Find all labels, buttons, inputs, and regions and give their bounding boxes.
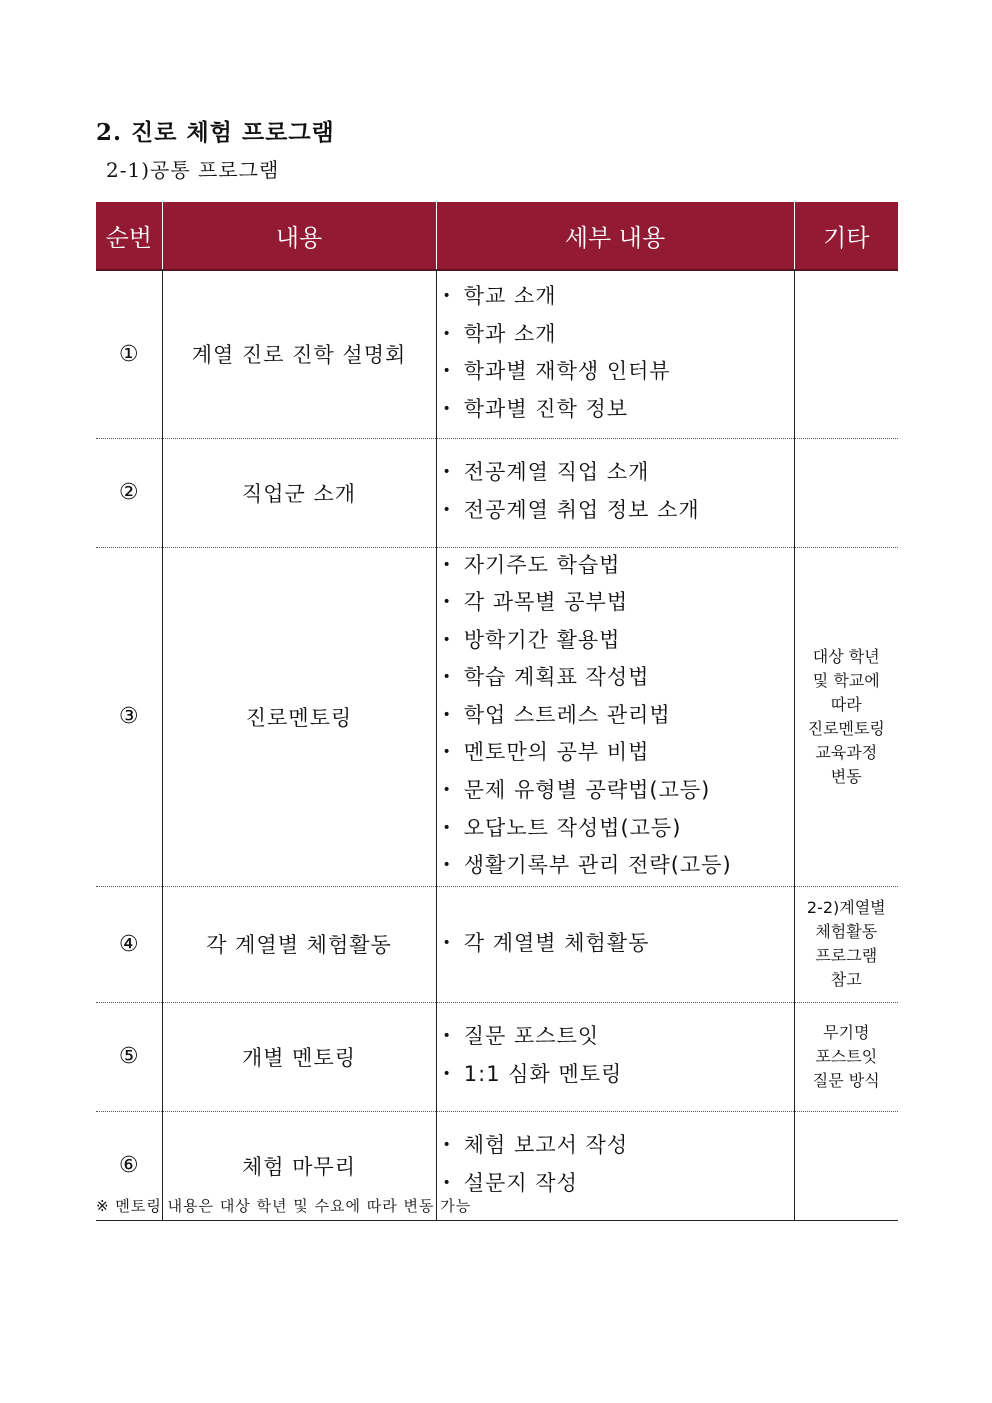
row-etc bbox=[794, 438, 898, 547]
detail-item: • 생활기록부 관리 전략(고등) bbox=[443, 848, 794, 886]
etc-line: 참고 bbox=[830, 970, 862, 990]
etc-line: 질문 방식 bbox=[812, 1070, 880, 1090]
detail-list bbox=[437, 1128, 794, 1203]
row-number: ① bbox=[96, 270, 162, 438]
row-number: ③ bbox=[96, 547, 162, 886]
table-row bbox=[96, 438, 898, 547]
row-content: 각 계열별 체험활동 bbox=[162, 886, 436, 1002]
row-etc bbox=[794, 886, 898, 1002]
row-etc bbox=[794, 547, 898, 886]
etc-line: 따라 bbox=[830, 694, 862, 714]
detail-list bbox=[437, 926, 794, 964]
row-content: 직업군 소개 bbox=[162, 438, 436, 547]
row-content: 개별 멘토링 bbox=[162, 1002, 436, 1111]
row-etc bbox=[794, 1002, 898, 1111]
detail-item: • 학업 스트레스 관리법 bbox=[443, 698, 794, 736]
etc-line: 진로멘토링 bbox=[807, 718, 885, 738]
row-number: ⑥ bbox=[96, 1111, 162, 1220]
etc-line: 및 학교에 bbox=[812, 670, 880, 690]
detail-item: • 멘토만의 공부 비법 bbox=[443, 735, 794, 773]
table-row bbox=[96, 547, 898, 886]
detail-item: • 학과별 진학 정보 bbox=[443, 392, 794, 430]
program-table bbox=[96, 202, 898, 1221]
etc-line: 변동 bbox=[830, 766, 862, 786]
detail-list bbox=[437, 548, 794, 886]
row-number: ④ bbox=[96, 886, 162, 1002]
row-details bbox=[436, 547, 794, 886]
header-content: 내용 bbox=[162, 202, 436, 270]
detail-item: • 질문 포스트잇 bbox=[443, 1019, 794, 1057]
detail-item: • 오답노트 작성법(고등) bbox=[443, 811, 794, 849]
detail-item: • 학과 소개 bbox=[443, 317, 794, 355]
detail-item: • 학교 소개 bbox=[443, 279, 794, 317]
table-row bbox=[96, 886, 898, 1002]
detail-list bbox=[437, 1019, 794, 1094]
etc-line: 포스트잇 bbox=[815, 1046, 878, 1066]
page-subtitle: 2-1)공통 프로그램 bbox=[106, 158, 280, 182]
detail-item: • 전공계열 직업 소개 bbox=[443, 455, 794, 493]
detail-item: • 설문지 작성 bbox=[443, 1166, 794, 1204]
row-content: 체험 마무리 bbox=[162, 1111, 436, 1220]
detail-list bbox=[437, 279, 794, 429]
detail-item: • 전공계열 취업 정보 소개 bbox=[443, 493, 794, 531]
etc-line: 무기명 bbox=[823, 1022, 870, 1042]
row-content: 계열 진로 진학 설명회 bbox=[162, 270, 436, 438]
detail-list bbox=[437, 455, 794, 530]
row-etc bbox=[794, 270, 898, 438]
row-details bbox=[436, 270, 794, 438]
row-details bbox=[436, 1002, 794, 1111]
row-details bbox=[436, 1111, 794, 1220]
footnote: ※ 멘토링 내용은 대상 학년 및 수요에 따라 변동 가능 bbox=[96, 1197, 472, 1215]
header-details: 세부 내용 bbox=[436, 202, 794, 270]
detail-item: • 각 계열별 체험활동 bbox=[443, 926, 794, 964]
detail-item: • 학과별 재학생 인터뷰 bbox=[443, 354, 794, 392]
row-number: ② bbox=[96, 438, 162, 547]
row-details bbox=[436, 438, 794, 547]
detail-item: • 각 과목별 공부법 bbox=[443, 585, 794, 623]
detail-item: • 자기주도 학습법 bbox=[443, 548, 794, 586]
etc-line: 체험활동 bbox=[815, 922, 878, 942]
header-etc: 기타 bbox=[794, 202, 898, 270]
table-header-row bbox=[96, 202, 898, 270]
row-etc bbox=[794, 1111, 898, 1220]
etc-line: 교육과정 bbox=[815, 742, 878, 762]
table-row bbox=[96, 1002, 898, 1111]
row-content: 진로멘토링 bbox=[162, 547, 436, 886]
detail-item: • 문제 유형별 공략법(고등) bbox=[443, 773, 794, 811]
row-number: ⑤ bbox=[96, 1002, 162, 1111]
etc-line: 프로그램 bbox=[815, 946, 878, 966]
row-details bbox=[436, 886, 794, 1002]
table-row bbox=[96, 270, 898, 438]
etc-line: 대상 학년 bbox=[812, 646, 880, 666]
etc-line: 2-2)계열별 bbox=[806, 898, 886, 918]
page-title: 2. 진로 체험 프로그램 bbox=[96, 119, 335, 146]
detail-item: • 방학기간 활용법 bbox=[443, 623, 794, 661]
header-number: 순번 bbox=[96, 202, 162, 270]
detail-item: • 1:1 심화 멘토링 bbox=[443, 1057, 794, 1095]
detail-item: • 체험 보고서 작성 bbox=[443, 1128, 794, 1166]
detail-item: • 학습 계획표 작성법 bbox=[443, 660, 794, 698]
